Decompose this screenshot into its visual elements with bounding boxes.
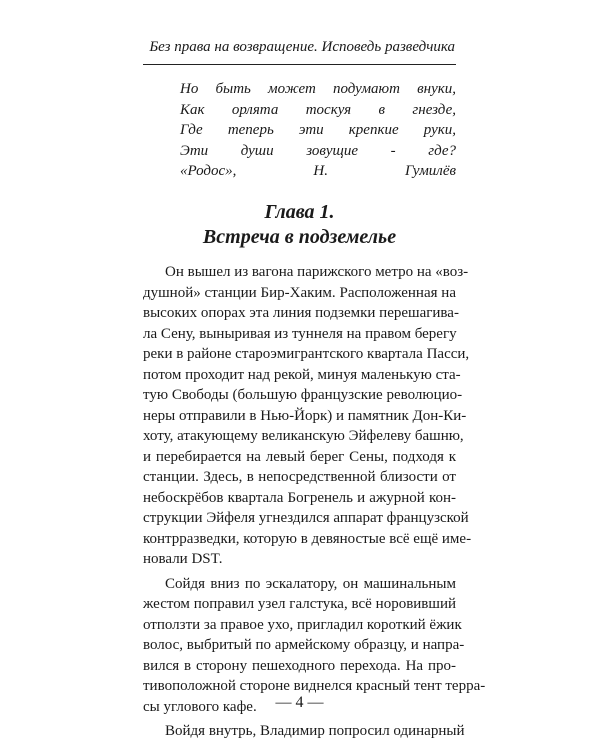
text-line: ла Сену, выныривая из туннеля на правом берегу [143,325,457,342]
text-line: новали DST. [143,551,223,567]
epigraph-line: Как орлята тоскуя в гнезде, [180,101,456,118]
text-line: струкции Эйфеля угнездился аппарат французской [143,510,469,526]
text-line: и перебирается на левый берег Сены, подходя к [143,448,456,465]
chapter-title: Встреча в подземелье [202,226,397,248]
text-line: Он вышел из вагона парижского метро на «воз- [165,264,469,280]
paragraph [143,721,465,742]
text-line: хоту, атакующему великанскую Эйфелеву башню, [143,428,464,444]
text-line: тивоположной стороне виднелся красный тент терра- [143,678,486,694]
epigraph-line: Где теперь эти крепкие руки, [180,122,456,138]
text-line: сы углового кафе. [143,698,257,715]
chapter-heading [143,200,456,250]
header-divider [143,64,456,65]
paragraph [143,262,472,570]
epigraph-attribution: «Родос», Н. Гумилёв [180,163,456,179]
chapter-number: Глава 1. [264,201,335,223]
text-line: небоскрёбов квартала Богренель и ажурной кон- [143,489,456,506]
text-line: душной» станции Бир-Хаким. Расположенная на [143,284,456,301]
text-line: тую Свободы (большую французские революцио- [143,387,463,403]
text-line: станции. Здесь, в непосредственной близости от [143,469,456,485]
text-line: жестом поправил узел галстука, всё норовивший [143,596,456,612]
text-line: вился в сторону пешеходного перехода. На про- [143,657,456,674]
epigraph [180,79,456,182]
text-line: потом проходит над рекой, минуя маленькую ста- [143,366,461,383]
text-line: контрразведки, которую в девяностые всё ещё име- [143,530,472,547]
text-line: Сойдя вниз по эскалатору, он машинальным [165,575,456,592]
epigraph-line: Но быть может подумают внуки, [180,81,456,97]
text-line: реки в районе староэмигрантского квартала Пасси, [143,346,470,362]
text-line: отползти за правое ухо, пригладил короткий ёжик [143,616,462,633]
epigraph-line: Эти души зовущие - где? [180,142,456,159]
body-text [143,262,486,746]
text-line: неры отправили в Нью-Йорк) и памятник Дон-Ки- [143,407,467,424]
page-number: — 4 — [275,694,324,711]
text-line: волос, выбритый по армейскому образцу, и напра- [143,637,465,653]
text-line: высоких опорах эта линия подземки перешагива- [143,305,459,321]
running-header: Без права на возвращение. Исповедь разведчика [149,39,455,55]
text-line: Войдя внутрь, Владимир попросил одинарный [165,723,465,739]
